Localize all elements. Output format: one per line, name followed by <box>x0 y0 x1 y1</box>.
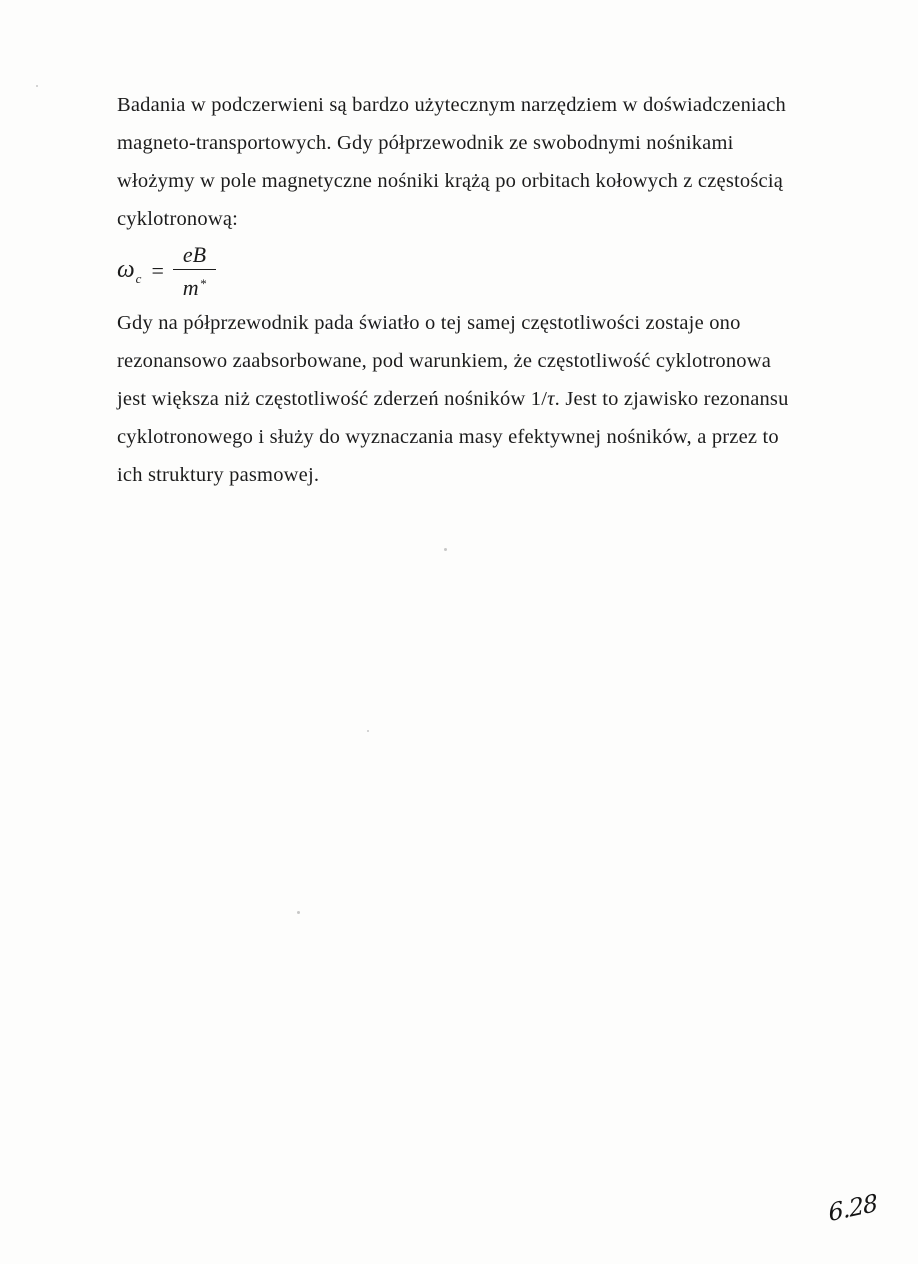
omega-symbol: ω <box>117 255 135 283</box>
paragraph2-line-2: rezonansowo zaabsorbowane, pod warunkiem, że częstotliwość cyklotronowa <box>117 350 772 372</box>
tau-line-before: jest większa niż częstotliwość zderzeń nośników 1/ <box>117 388 548 410</box>
body-text <box>117 86 827 494</box>
paragraph2-line-1: Gdy na półprzewodnik pada światło o tej samej częstotliwości zostaje ono <box>117 312 741 334</box>
equals-sign: = <box>151 258 164 283</box>
denominator-base: m <box>182 275 199 300</box>
paragraph1-line-4: cyklotronową: <box>117 208 239 230</box>
paragraph2-line-4: cyklotronowego i służy do wyznaczania masy efektywnej nośników, a przez to <box>117 426 779 448</box>
cyclotron-frequency-formula <box>117 238 827 304</box>
tau-line-after: . Jest to zjawisko rezonansu <box>554 388 789 410</box>
scan-speck <box>444 548 447 551</box>
paragraph2-line-5: ich struktury pasmowej. <box>117 464 320 486</box>
fraction-denominator <box>183 270 206 301</box>
omega-subscript: c <box>135 270 142 286</box>
paragraph1-line-2: magneto-transportowych. Gdy półprzewodnik ze swobodnymi nośnikami <box>117 132 734 154</box>
scan-speck <box>297 911 300 914</box>
paragraph1-line-3: włożymy w pole magnetyczne nośniki krążą po orbitach kołowych z częstością <box>117 170 784 192</box>
fraction-numerator: eB <box>173 241 216 270</box>
formula-omega <box>117 256 141 287</box>
scan-speck <box>36 85 38 87</box>
paragraph1-line-1: Badania w podczerwieni są bardzo użytecznym narzędziem w doświadczeniach <box>117 94 786 116</box>
handwritten-page-number: 6.28 <box>827 1188 879 1228</box>
scan-speck <box>367 730 369 732</box>
tau-symbol: τ <box>547 388 555 410</box>
denominator-superscript: * <box>199 276 207 291</box>
formula-fraction <box>173 241 216 301</box>
paragraph2-line-3 <box>117 380 827 418</box>
